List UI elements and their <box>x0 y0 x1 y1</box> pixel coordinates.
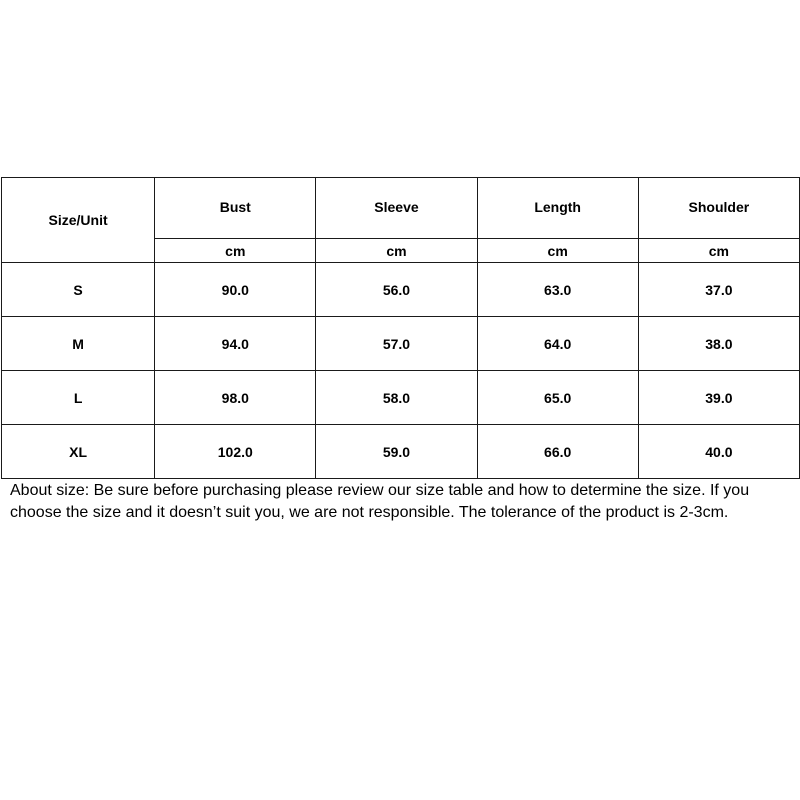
unit-cell-length: cm <box>477 239 638 263</box>
size-table <box>1 177 800 479</box>
table-cell: 64.0 <box>477 317 638 371</box>
size-label: L <box>2 371 155 425</box>
table-cell: 57.0 <box>316 317 477 371</box>
table-cell: 56.0 <box>316 263 477 317</box>
size-label: M <box>2 317 155 371</box>
table-cell: 65.0 <box>477 371 638 425</box>
table-row <box>2 425 800 479</box>
header-row <box>2 178 800 239</box>
table-cell: 90.0 <box>155 263 316 317</box>
unit-cell-bust: cm <box>155 239 316 263</box>
column-header-length: Length <box>477 178 638 239</box>
size-label: S <box>2 263 155 317</box>
table-cell: 66.0 <box>477 425 638 479</box>
table-cell: 37.0 <box>638 263 799 317</box>
table-cell: 63.0 <box>477 263 638 317</box>
column-header-sleeve: Sleeve <box>316 178 477 239</box>
size-label: XL <box>2 425 155 479</box>
table-row <box>2 263 800 317</box>
table-cell: 38.0 <box>638 317 799 371</box>
table-cell: 102.0 <box>155 425 316 479</box>
column-header-bust: Bust <box>155 178 316 239</box>
table-row <box>2 371 800 425</box>
table-cell: 39.0 <box>638 371 799 425</box>
table-cell: 94.0 <box>155 317 316 371</box>
table-cell: 40.0 <box>638 425 799 479</box>
table-row <box>2 317 800 371</box>
size-unit-header: Size/Unit <box>2 178 155 263</box>
table-cell: 59.0 <box>316 425 477 479</box>
column-header-shoulder: Shoulder <box>638 178 799 239</box>
table-cell: 98.0 <box>155 371 316 425</box>
table-cell: 58.0 <box>316 371 477 425</box>
unit-cell-sleeve: cm <box>316 239 477 263</box>
size-disclaimer-note: About size: Be sure before purchasing please review our size table and how to determine the size. If you choose the size and it doesn’t suit you, we are not responsible. The tolerance of the product is 2-3cm. <box>10 482 750 521</box>
unit-cell-shoulder: cm <box>638 239 799 263</box>
